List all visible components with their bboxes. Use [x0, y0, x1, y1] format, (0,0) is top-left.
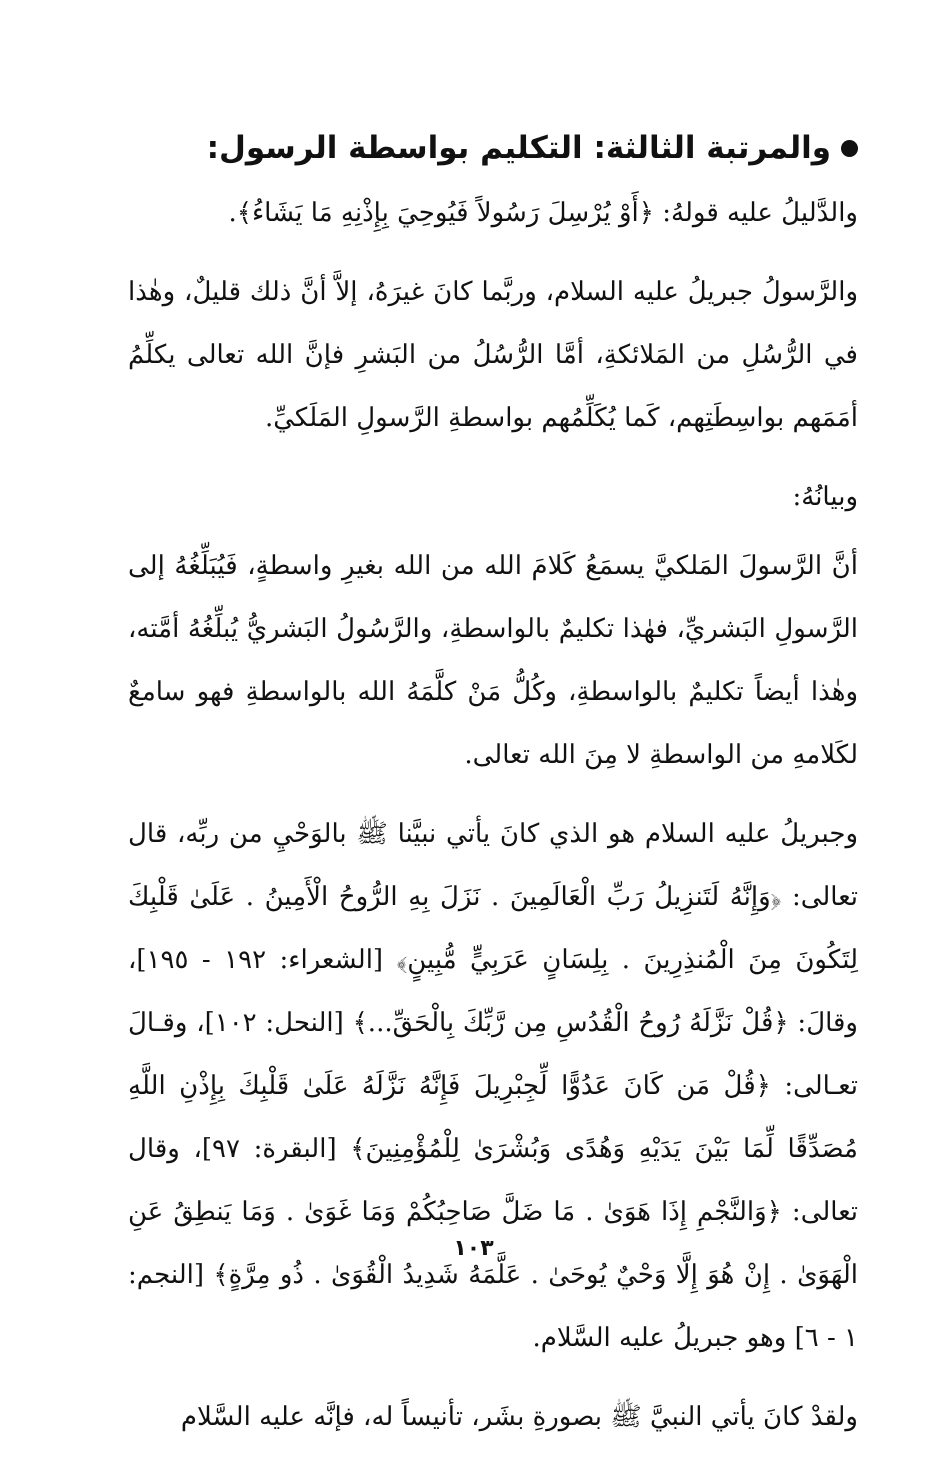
paragraph-human-form: ولقدْ كانَ يأتي النبيَّ ﷺ بصورةِ بشَر، تأنيساً له، فإنَّه عليه السَّلام	[180, 1402, 858, 1432]
page-body	[128, 118, 858, 1465]
section-heading-text: والمرتبة الثالثة: التكليم بواسطة الرسول:	[206, 130, 831, 166]
bullet-icon	[841, 140, 858, 157]
paragraph-messenger: والرَّسولُ جبريلُ عليه السلام، وربَّما كانَ غيرَهُ، إلاَّ أنَّ ذلك قليلٌ، وهٰذا في الرُّسُلِ من المَلائكةِ، أمَّا الرُّسُلُ من البَشرِ فإنَّ الله تعالى يكلِّمُ أمَمَهم بواسِطَتِهم، كَما يُكَلِّمُهم بواسطةِ الرَّسولِ المَلَكيِّ.	[128, 277, 858, 433]
page-number: ١٠٣	[453, 1236, 494, 1261]
paragraph-jibril-verses: وجبريلُ عليه السلام هو الذي كانَ يأتي نبيَّنا ﷺ بالوَحْيِ من ربِّه، قال تعالى: ﴿وَإِنَّهُ لَتَنزِيلُ رَبِّ الْعَالَمِينَ . نَزَلَ بِهِ الرُّوحُ الْأَمِينُ . عَلَىٰ قَلْبِكَ لِتَكُونَ مِنَ الْمُنذِرِينَ . بِلِسَانٍ عَرَبِيٍّ مُّبِينٍ﴾ [الشعراء: ١٩٢ - ١٩٥]، وقالَ: ﴿قُلْ نَزَّلَهُ رُوحُ الْقُدُسِ مِن رَّبِّكَ بِالْحَقِّ...﴾ [النحل: ١٠٢]، وقـالَ تعـالى: ﴿قُلْ مَن كَانَ عَدُوًّا لِّجِبْرِيلَ فَإِنَّهُ نَزَّلَهُ عَلَىٰ قَلْبِكَ بِإِذْنِ اللَّهِ مُصَدِّقًا لِّمَا بَيْنَ يَدَيْهِ وَهُدًى وَبُشْرَىٰ لِلْمُؤْمِنِينَ﴾ [البقرة: ٩٧]، وقال تعالى: ﴿وَالنَّجْمِ إِذَا هَوَىٰ . مَا ضَلَّ صَاحِبُكُمْ وَمَا غَوَىٰ . وَمَا يَنطِقُ عَنِ الْهَوَىٰ . إِنْ هُوَ إِلَّا وَحْيٌ يُوحَىٰ . عَلَّمَهُ شَدِيدُ الْقُوَىٰ . ذُو مِرَّةٍ﴾ [النجم: ١ - ٦] وهو جبريلُ عليه السَّلام.	[128, 819, 858, 1353]
paragraph-explanation: أنَّ الرَّسولَ المَلكيَّ يسمَعُ كَلامَ الله من الله بغيرِ واسطةٍ، فَيُبَلِّغُهُ إلى الرَّسولِ البَشريِّ، فهٰذا تكليمٌ بالواسطةِ، والرَّسُولُ البَشريُّ يُبلِّغُهُ أمَّته، وهٰذا أيضاً تكليمٌ بالواسطةِ، وكُلُّ مَنْ كلَّمَهُ الله بالواسطةِ فهو سامعٌ لكَلامهِ من الواسطةِ لا مِنَ الله تعالى.	[128, 551, 858, 770]
section-heading	[128, 118, 858, 178]
paragraph-evidence: والدَّليلُ عليه قولهُ: ﴿أَوْ يُرْسِلَ رَسُولاً فَيُوحِيَ بِإِذْنِهِ مَا يَشَاءُ﴾.	[228, 198, 858, 228]
paragraph-explanation-label: وبيانُهُ:	[792, 482, 858, 512]
